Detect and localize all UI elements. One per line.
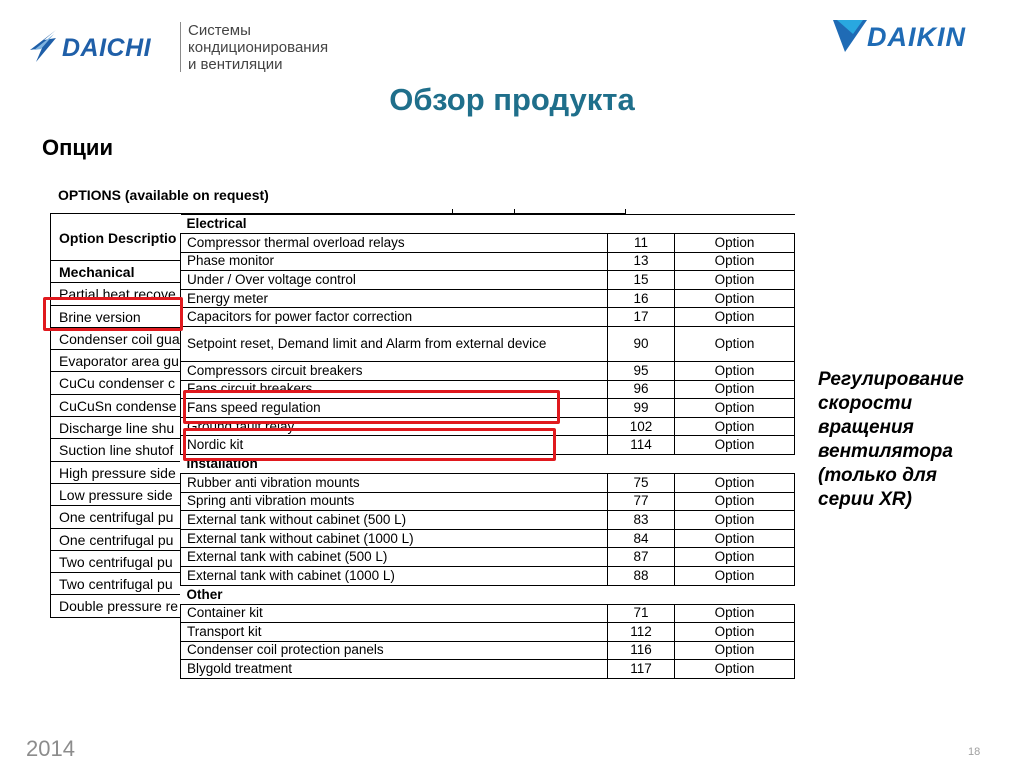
annotation-line: вентилятора [818,441,953,462]
annotation-line: Регулирование [818,369,964,390]
option-code: 96 [608,380,675,399]
option-availability: Option [675,492,795,511]
option-code: 90 [608,326,675,361]
option-description: Setpoint reset, Demand limit and Alarm from external device [181,326,608,361]
option-description: Fans speed regulation [181,399,608,418]
option-description: Transport kit [181,623,608,642]
table-row [181,660,795,679]
section-label: Опции [42,135,113,160]
option-description: Rubber anti vibration mounts [181,473,608,492]
header-subtitle [188,22,328,73]
option-description: Capacitors for power factor correction [181,308,608,327]
option-description: External tank with cabinet (500 L) [181,548,608,567]
option-description: Ground fault relay [181,417,608,436]
option-code: 87 [608,548,675,567]
option-description: Condenser coil protection panels [181,641,608,660]
option-code: 13 [608,252,675,271]
option-availability: Option [675,529,795,548]
table-row [181,361,795,380]
back-table-row: One centrifugal pu [50,506,190,528]
page-number: 18 [968,746,981,758]
option-code: 17 [608,308,675,327]
option-description: Blygold treatment [181,660,608,679]
option-availability: Option [675,604,795,623]
back-table-row: Suction line shutof [50,439,190,461]
back-table-header-text: Option Descriptio [59,230,177,246]
section-heading: Electrical [181,215,795,234]
section-heading: Installation [181,454,795,473]
subtitle-line: кондиционирования [188,39,329,56]
table-row [181,234,795,253]
option-code: 16 [608,289,675,308]
option-code: 88 [608,566,675,585]
back-table-row: Double pressure re [50,595,190,617]
daichi-swoosh-icon [28,28,58,64]
annotation-line: вращения [818,417,914,438]
page-title: Обзор продукта [389,82,635,117]
table-section-row [181,215,795,234]
section-heading: Other [181,585,795,604]
subtitle-line: и вентиляции [188,56,283,73]
table-row [181,511,795,530]
option-code: 99 [608,399,675,418]
option-code: 114 [608,436,675,455]
daichi-wordmark: DAICHI [62,34,152,62]
daikin-wordmark: DAIKIN [867,22,966,52]
back-table-row: Two centrifugal pu [50,573,190,595]
annotation-text [818,368,978,512]
option-availability: Option [675,271,795,290]
option-code: 84 [608,529,675,548]
header-divider [180,22,181,72]
table-row [181,641,795,660]
option-code: 83 [608,511,675,530]
back-table-row: One centrifugal pu [50,529,190,551]
back-table-caption: OPTIONS (available on request) [58,187,269,203]
daikin-logo [833,20,998,56]
option-code: 112 [608,623,675,642]
table-row [181,548,795,567]
back-table-section: Mechanical [50,261,190,283]
option-availability: Option [675,436,795,455]
table-row [181,252,795,271]
table-row [181,623,795,642]
table-row [181,271,795,290]
option-description: Nordic kit [181,436,608,455]
annotation-line: (только для [818,465,937,486]
option-availability: Option [675,473,795,492]
option-availability: Option [675,234,795,253]
option-description: External tank with cabinet (1000 L) [181,566,608,585]
annotation-line: скорости [818,393,913,414]
daichi-logo [28,20,178,76]
option-code: 102 [608,417,675,436]
back-table-row: Two centrifugal pu [50,551,190,573]
option-code: 15 [608,271,675,290]
table-row [181,473,795,492]
highlight-nordic-kit [183,428,556,461]
option-description: Fans circuit breakers [181,380,608,399]
daikin-triangle-icon [833,20,869,54]
option-availability: Option [675,380,795,399]
table-row [181,289,795,308]
option-availability: Option [675,326,795,361]
option-availability: Option [675,308,795,327]
option-code: 116 [608,641,675,660]
back-table-row: Brine version [50,306,190,328]
back-table-row: Low pressure side [50,484,190,506]
option-availability: Option [675,660,795,679]
option-availability: Option [675,641,795,660]
option-code: 75 [608,473,675,492]
option-availability: Option [675,511,795,530]
option-description: Compressor thermal overload relays [181,234,608,253]
back-table-row: CuCuSn condense [50,395,190,417]
footer-year: 2014 [26,736,75,761]
option-description: External tank without cabinet (1000 L) [181,529,608,548]
option-availability: Option [675,399,795,418]
table-row [181,492,795,511]
back-table-row: Partial heat recove [50,283,190,305]
option-description: Under / Over voltage control [181,271,608,290]
highlight-brine-version [43,297,183,331]
back-table-row: Evaporator area gu [50,350,190,372]
option-availability: Option [675,252,795,271]
option-description: Spring anti vibration mounts [181,492,608,511]
option-availability: Option [675,548,795,567]
option-code: 11 [608,234,675,253]
back-table-row: Discharge line shu [50,417,190,439]
table-row [181,529,795,548]
option-description: Compressors circuit breakers [181,361,608,380]
option-description: Phase monitor [181,252,608,271]
table-row [181,604,795,623]
option-availability: Option [675,623,795,642]
option-availability: Option [675,566,795,585]
annotation-line: серии XR) [818,489,912,510]
highlight-fans-speed-regulation [183,390,560,424]
option-availability: Option [675,289,795,308]
option-description: Container kit [181,604,608,623]
option-availability: Option [675,361,795,380]
option-code: 71 [608,604,675,623]
option-code: 117 [608,660,675,679]
subtitle-line: Системы [188,22,251,39]
option-code: 95 [608,361,675,380]
back-table-row: Condenser coil gua [50,328,190,350]
table-row [181,566,795,585]
back-table-row: CuCu condenser c [50,372,190,394]
option-availability: Option [675,417,795,436]
table-row [181,308,795,327]
option-description: Energy meter [181,289,608,308]
back-table-row: High pressure side [50,462,190,484]
option-code: 77 [608,492,675,511]
table-section-row [181,585,795,604]
table-row [181,326,795,361]
option-description: External tank without cabinet (500 L) [181,511,608,530]
